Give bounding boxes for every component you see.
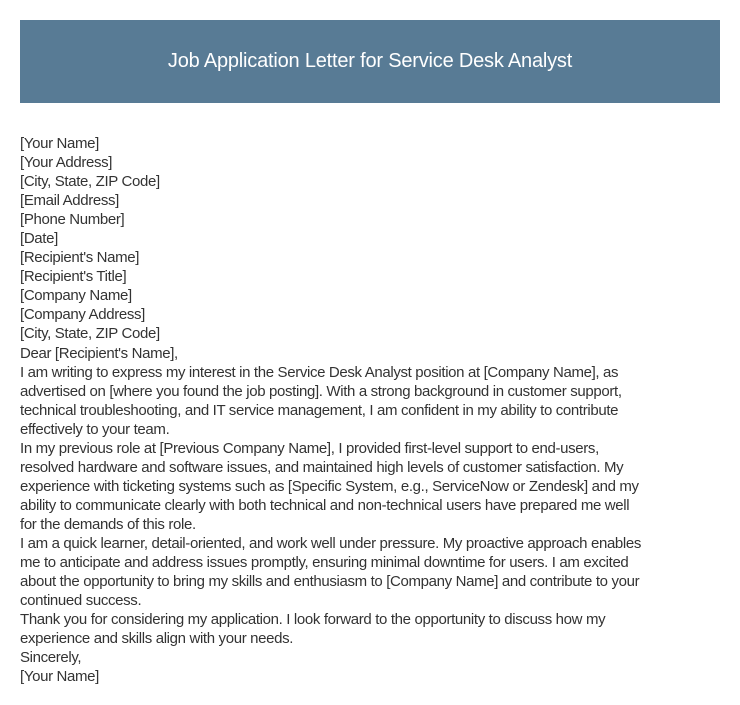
- text-line: continued success.: [20, 592, 142, 610]
- company-city: [City, State, ZIP Code]: [20, 325, 160, 343]
- sender-name: [Your Name]: [20, 135, 99, 152]
- text-line: for the demands of this role.: [20, 515, 196, 533]
- text-line: effectively to your team.: [20, 420, 170, 438]
- sender-address: [Your Address]: [20, 154, 113, 172]
- letter-body: [20, 134, 730, 686]
- text-line: In my previous role at [Previous Company Name], I provided first-level support to end-users,: [20, 439, 599, 457]
- sender-block: [20, 134, 730, 248]
- paragraph-experience: [20, 439, 730, 534]
- recipient-title: [Recipient's Title]: [20, 268, 127, 286]
- text-line: technical troubleshooting, and IT service management, I am confident in my ability to contribute: [20, 401, 619, 419]
- text-line: experience and skills align with your needs.: [20, 630, 294, 648]
- page-header: [20, 20, 720, 103]
- paragraph-intro: [20, 363, 730, 439]
- signature: [Your Name]: [20, 668, 99, 686]
- text-line: about the opportunity to bring my skills and enthusiasm to [Company Name] and contribute to your: [20, 573, 640, 591]
- text-line: experience with ticketing systems such as [Specific System, e.g., ServiceNow or Zendesk] and my: [20, 477, 639, 495]
- text-line: me to anticipate and address issues promptly, ensuring minimal downtime for users. I am excited: [20, 554, 629, 572]
- company-address: [Company Address]: [20, 306, 145, 324]
- recipient-name: [Recipient's Name]: [20, 249, 140, 267]
- page-title: Job Application Letter for Service Desk Analyst: [167, 50, 573, 72]
- text-line: I am writing to express my interest in the Service Desk Analyst position at [Company Name], as: [20, 363, 619, 381]
- text-line: Thank you for considering my application. I look forward to the opportunity to discuss how my: [20, 611, 606, 629]
- sender-city: [City, State, ZIP Code]: [20, 173, 160, 191]
- closing: Sincerely,: [20, 649, 82, 667]
- text-line: resolved hardware and software issues, and maintained high levels of customer satisfaction. My: [20, 458, 624, 476]
- text-line: advertised on [where you found the job posting]. With a strong background in customer support,: [20, 382, 622, 400]
- letter-date: [Date]: [20, 230, 58, 248]
- sender-email: [Email Address]: [20, 192, 119, 210]
- text-line: ability to communicate clearly with both technical and non-technical users have prepared me well: [20, 496, 630, 514]
- text-line: I am a quick learner, detail-oriented, and work well under pressure. My proactive approach enables: [20, 534, 642, 552]
- recipient-block: [20, 248, 730, 343]
- sender-phone: [Phone Number]: [20, 211, 125, 229]
- company-name: [Company Name]: [20, 287, 132, 305]
- paragraph-qualities: [20, 534, 730, 610]
- salutation: Dear [Recipient's Name],: [20, 344, 178, 362]
- paragraph-thanks: [20, 610, 730, 648]
